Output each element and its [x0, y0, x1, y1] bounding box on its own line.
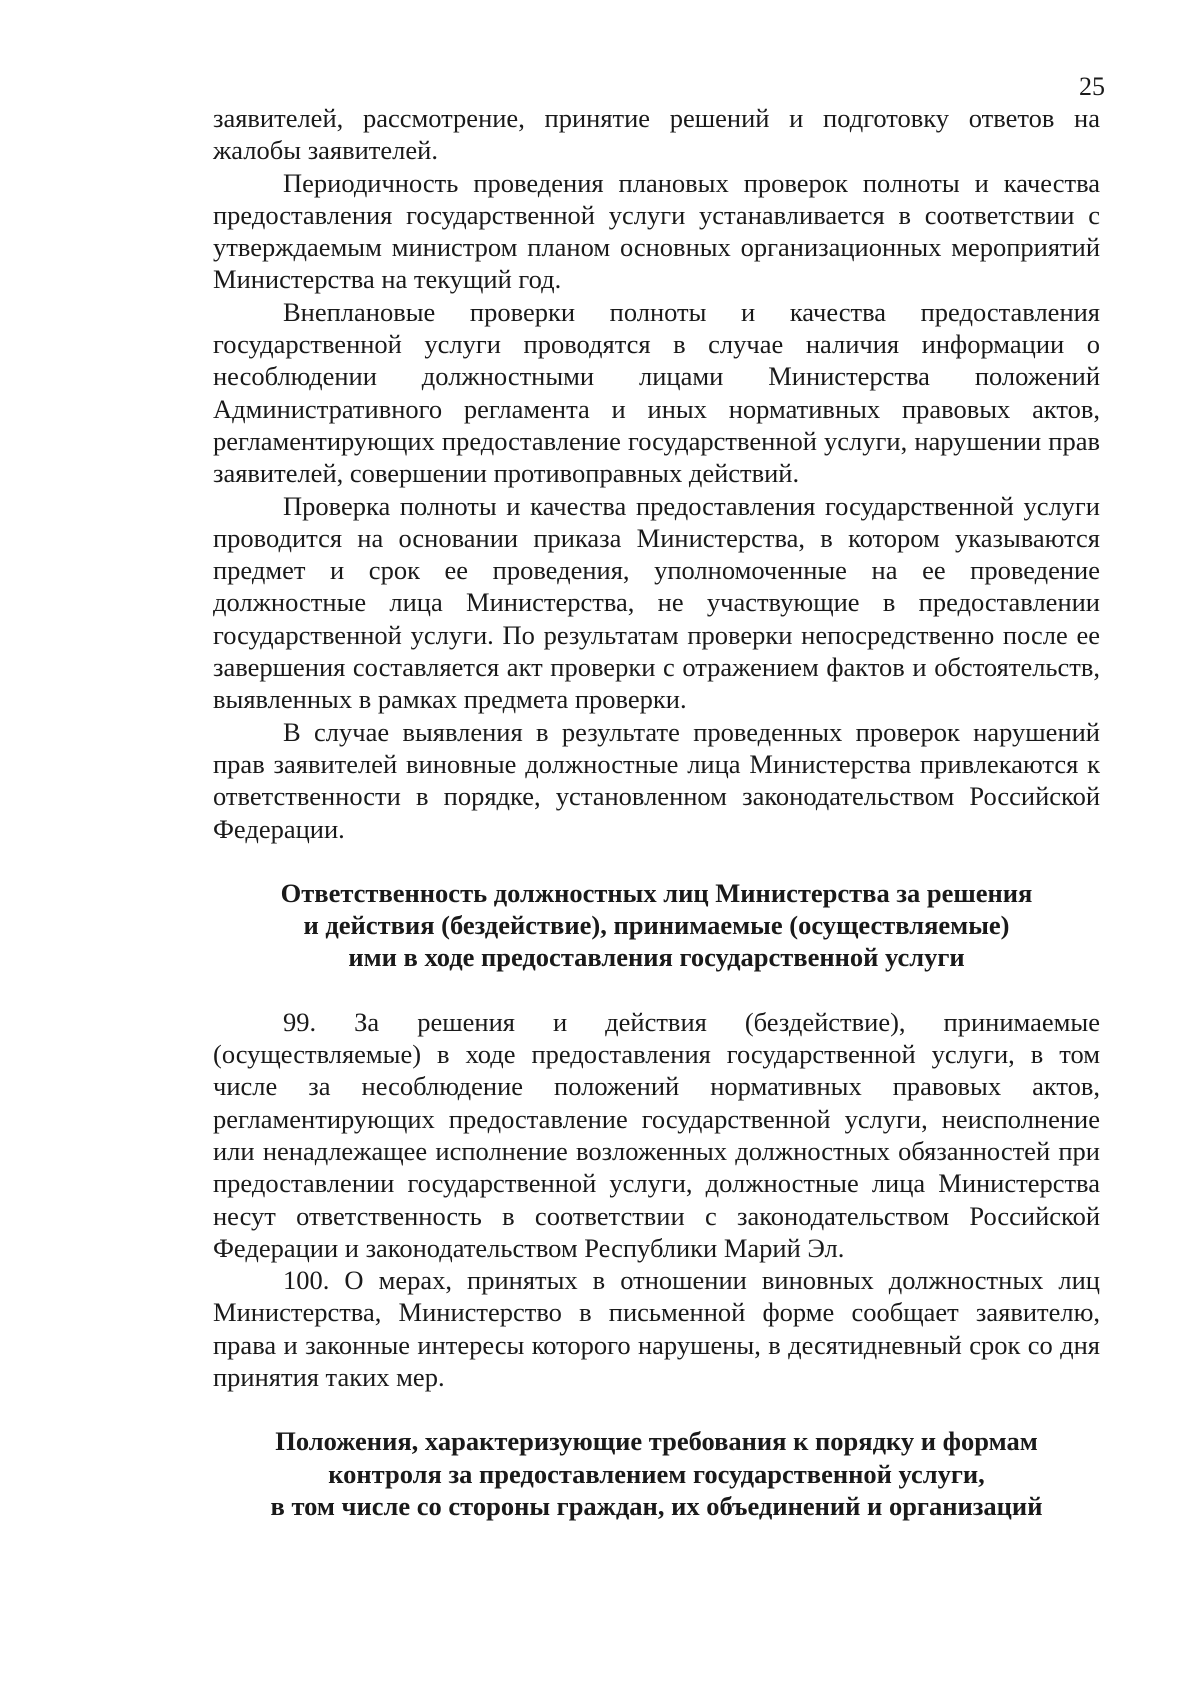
section-spacer: [213, 845, 1100, 877]
section-heading-line: контроля за предоставлением государственной услуги,: [328, 1458, 985, 1489]
section-heading-line: Положения, характеризующие требования к порядку и формам: [275, 1426, 1038, 1457]
section-spacer: [213, 1393, 1100, 1425]
paragraph: заявителей, рассмотрение, принятие решений и подготовку ответов на жалобы заявителей.: [213, 103, 1100, 166]
paragraph: В случае выявления в результате проведенных проверок нарушений прав заявителей виновные должностные лица Министерства привлекаются к ответственности в порядке, установленном законодательством Российской Федерации.: [213, 716, 1100, 844]
paragraph: 99. За решения и действия (бездействие), принимаемые (осуществляемые) в ходе предоставления государственной услуги, в том числе за несоблюдение положений нормативных правовых актов, регламентирующих предоставление государственной услуги, неисполнение или ненадлежащее исполнение возложенных должностных обязанностей при предоставлении государственной услуги, должностные лица Министерства несут ответственность в соответствии с законодательством Российской Федерации и законодательством Республики Марий Эл.: [213, 1006, 1100, 1263]
section-heading-line: в том числе со стороны граждан, их объединений и организаций: [270, 1490, 1043, 1521]
section-heading-line: и действия (бездействие), принимаемые (осуществляемые): [303, 910, 1010, 941]
section-heading: [213, 877, 1100, 974]
paragraph: 100. О мерах, принятых в отношении виновных должностных лиц Министерства, Министерство в письменной форме сообщает заявителю, права и законные интересы которого нарушены, в десятидневный срок со дня принятия таких мер.: [213, 1265, 1100, 1392]
paragraph: Внеплановые проверки полноты и качества предоставления государственной услуги проводятся в случае наличия информации о несоблюдении должностными лицами Министерства положений Административного регламента и иных нормативных правовых актов, регламентирующих предоставление государственной услуги, нарушении прав заявителей, совершении противоправных действий.: [213, 296, 1100, 489]
section-heading-line: ими в ходе предоставления государственной услуги: [348, 942, 965, 973]
page-number: 25: [1079, 72, 1105, 101]
paragraph: Периодичность проведения плановых проверок полноты и качества предоставления государственной услуги устанавливается в соответствии с утверждаемым министром планом основных организационных мероприятий Министерства на текущий год.: [213, 167, 1100, 295]
paragraph: Проверка полноты и качества предоставления государственной услуги проводится на основании приказа Министерства, в котором указываются предмет и срок ее проведения, уполномоченные на ее проведение должностные лица Министерства, не участвующие в предоставлении государственной услуги. По результатам проверки непосредственно после ее завершения составляется акт проверки с отражением фактов и обстоятельств, выявленных в рамках предмета проверки.: [213, 490, 1100, 715]
section-heading-line: Ответственность должностных лиц Министерства за решения: [280, 877, 1033, 908]
section-spacer: [213, 974, 1100, 1006]
section-heading: [213, 1425, 1100, 1522]
document-body: [213, 102, 1100, 1522]
